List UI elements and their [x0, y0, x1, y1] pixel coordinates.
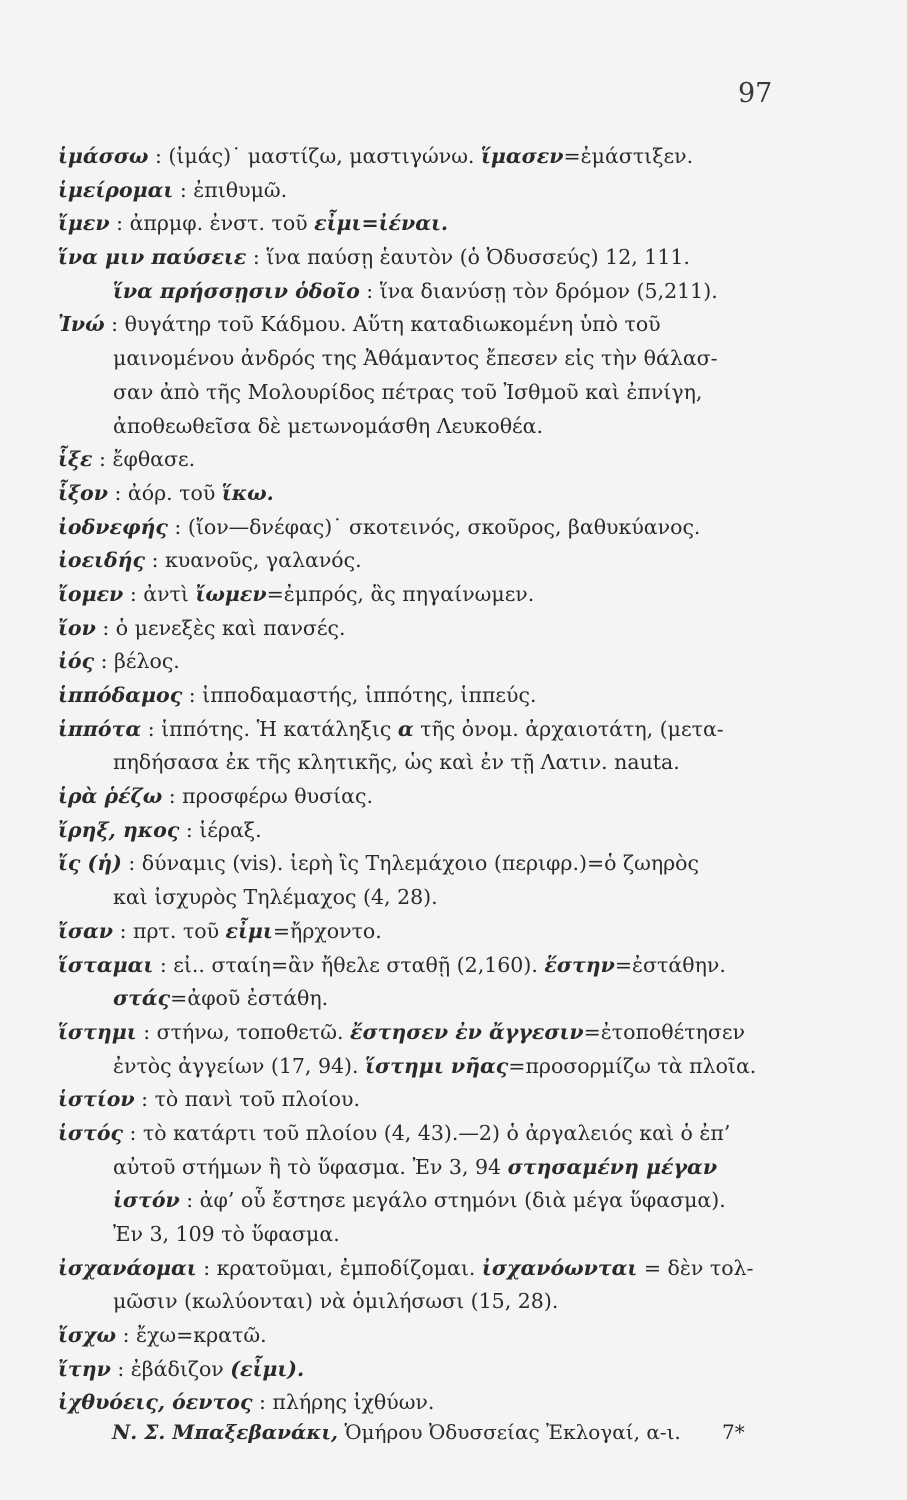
entry-line: [58, 679, 858, 713]
headword: ἴτην: [58, 1356, 111, 1381]
headword: ἷξε: [58, 447, 93, 472]
entry-line: [58, 1117, 858, 1151]
lexicon-entries: [58, 140, 858, 1420]
entry-continuation-line: [58, 881, 858, 915]
entry-line: [58, 443, 858, 477]
definition-text: =ἐστάθην.: [614, 952, 726, 977]
headword: ἴωμεν: [195, 581, 267, 606]
headword: ἕστην: [544, 952, 615, 977]
entry-continuation-line: [58, 275, 858, 309]
headword: ἴον: [58, 615, 96, 640]
definition-text: τῆς ὀνομ. ἀρχαιοτάτη, (μετα-: [413, 716, 724, 741]
headword: ἱστίον: [58, 1087, 135, 1112]
headword: στάς: [113, 986, 171, 1011]
definition-text: : ἔχω=κρατῶ.: [116, 1323, 267, 1348]
entry-line: [58, 915, 858, 949]
headword: στησαμένη μέγαν: [507, 1154, 718, 1179]
entry-continuation-line: [58, 982, 858, 1016]
footer-author: Ν. Σ. Μπαξεβανάκι,: [112, 1420, 339, 1444]
definition-text: : (ἱμάς)˙ μαστίζω, μαστιγώνω.: [148, 144, 481, 168]
headword: ἰσχανόωνται: [481, 1255, 638, 1280]
definition-text: μῶσιν (κωλύονται) νὰ ὁμιλήσωσι (15, 28).: [113, 1289, 559, 1314]
headword: ἰοδνεφής: [58, 514, 168, 539]
definition-text: : ἵνα παύσῃ ἑαυτὸν (ὁ Ὀδυσσεύς) 12, 111.: [246, 245, 690, 270]
headword: ἴομεν: [58, 581, 124, 606]
entry-line: [58, 713, 858, 747]
entry-continuation-line: [58, 1151, 858, 1185]
headword: ἰός: [58, 649, 95, 674]
headword: ἱππόδαμος: [58, 683, 183, 707]
definition-text: : ἱππότης. Ἡ κατάληξις: [141, 716, 398, 741]
entry-line: [58, 612, 858, 646]
definition-text: καὶ ἰσχυρὸς Τηλέμαχος (4, 28).: [113, 885, 438, 910]
definition-text: : ἀπρμφ. ἐνστ. τοῦ: [109, 211, 315, 236]
definition-text: αὐτοῦ στήμων ἢ τὸ ὕφασμα. Ἐν 3, 94: [113, 1154, 508, 1179]
headword: ἵσταμαι: [58, 952, 154, 977]
headword: εἶμι=ἰέναι.: [314, 211, 449, 236]
entry-line: [58, 1083, 858, 1117]
entry-line: [58, 241, 858, 275]
definition-text: Ἐν 3, 109 τὸ ὕφασμα.: [113, 1222, 340, 1246]
definition-text: : θυγάτηρ τοῦ Κάδμου. Αὕτη καταδιωκομένη ὑπὸ τοῦ: [104, 312, 661, 337]
headword: α: [397, 716, 414, 741]
definition-text: ἐντὸς ἀγγείων (17, 94).: [113, 1053, 366, 1078]
definition-text: : στήνω, τοποθετῶ.: [136, 1019, 350, 1044]
headword: ἵνα πρήσσῃσιν ὁδοῖο: [113, 278, 360, 303]
headword: ἴσχω: [58, 1323, 117, 1348]
definition-text: : ἀφ’ οὗ ἔστησε μεγάλο στημόνι (διὰ μέγα ὕφασμα).: [179, 1188, 726, 1213]
headword: ἴρηξ, ηκος: [58, 817, 180, 842]
entry-line: [58, 1319, 858, 1353]
entry-line: [58, 578, 858, 612]
entry-continuation-line: [58, 410, 858, 444]
definition-text: : προσφέρω θυσίας.: [162, 784, 373, 809]
entry-line: [58, 1016, 858, 1050]
headword: ἱστόν: [113, 1188, 180, 1213]
headword: ἰοειδής: [58, 548, 146, 573]
definition-text: : ἵνα διανύσῃ τὸν δρόμον (5,211).: [359, 278, 718, 303]
definition-text: : εἰ.. σταίη=ἂν ἤθελε σταθῇ (2,160).: [153, 952, 545, 977]
entry-line: [58, 207, 858, 241]
entry-line: [58, 1353, 858, 1387]
headword: ἱρὰ ῥέζω: [58, 784, 163, 809]
headword: ἵστημι: [58, 1019, 137, 1044]
definition-text: μαινομένου ἀνδρός της Ἀθάμαντος ἔπεσεν εἰς τὴν θάλασ-: [113, 346, 718, 371]
entry-continuation-line: [58, 342, 858, 376]
headword: ἴσαν: [58, 918, 114, 943]
entry-line: [58, 477, 858, 511]
headword: ἵμασεν: [480, 144, 564, 168]
definition-text: σαν ἀπὸ τῆς Μολουρίδος πέτρας τοῦ Ἰσθμοῦ καὶ ἐπνίγη,: [113, 379, 703, 404]
definition-text: : δύναμις (vis). ἱερὴ ἲς Τηλεμάχοιο (περιφρ.)=ὁ ζωηρὸς: [121, 851, 699, 876]
entry-line: [58, 308, 858, 342]
definition-text: : (ἴον—δνέφας)˙ σκοτεινός, σκοῦρος, βαθυκύανος.: [167, 514, 701, 539]
footer-signature: 7*: [722, 1420, 745, 1444]
entry-line: [58, 949, 858, 983]
entry-continuation-line: [58, 1218, 858, 1252]
definition-text: =προσορμίζω τὰ πλοῖα.: [508, 1053, 757, 1078]
footer-title: Ὁμήρου Ὀδυσσείας Ἐκλογαί, α-ι.: [338, 1420, 681, 1444]
definition-text: : ἔφθασε.: [92, 447, 196, 472]
page-footer: [112, 1420, 745, 1444]
headword: Ἰνώ: [58, 312, 105, 337]
headword: ἴμεν: [58, 211, 110, 236]
page-number: 97: [738, 78, 773, 109]
entry-line: [58, 174, 858, 208]
headword: ἰσχανάομαι: [58, 1255, 197, 1280]
entry-continuation-line: [58, 376, 858, 410]
definition-text: : ἐπιθυμῶ.: [173, 177, 288, 202]
entry-line: [58, 780, 858, 814]
definition-text: : ἱπποδαμαστής, ἱππότης, ἱππεύς.: [182, 683, 537, 707]
headword: ἱμείρομαι: [58, 177, 174, 202]
headword: ἷξον: [58, 480, 108, 505]
definition-text: : πρτ. τοῦ: [113, 918, 226, 943]
definition-text: =ἤρχοντο.: [272, 918, 382, 943]
definition-text: : τὸ κατάρτι τοῦ πλοίου (4, 43).—2) ὁ ἀργαλειός καὶ ὁ ἐπ’: [122, 1120, 731, 1145]
headword: ἱππότα: [58, 716, 142, 741]
headword: ἴς (ἡ): [58, 851, 122, 876]
definition-text: =ἐτοποθέτησεν: [583, 1019, 745, 1044]
definition-text: : τὸ πανὶ τοῦ πλοίου.: [134, 1087, 360, 1112]
headword: ἰχθυόεις, όεντος: [58, 1390, 253, 1415]
headword: ἵκω.: [221, 480, 274, 505]
entry-line: [58, 544, 858, 578]
headword: (εἶμι).: [230, 1356, 305, 1381]
entry-line: [58, 847, 858, 881]
definition-text: : κυανοῦς, γαλανός.: [145, 548, 362, 573]
definition-text: : ἐβάδιζον: [110, 1356, 231, 1381]
definition-text: =ἀφοῦ ἐστάθη.: [170, 986, 329, 1011]
definition-text: : πλήρης ἰχθύων.: [252, 1390, 435, 1415]
headword: ἱστός: [58, 1120, 123, 1145]
entry-line: [58, 1252, 858, 1286]
definition-text: : ἀντὶ: [123, 581, 196, 606]
entry-line: [58, 814, 858, 848]
definition-text: : βέλος.: [94, 649, 180, 674]
definition-text: πηδήσασα ἐκ τῆς κλητικῆς, ὡς καὶ ἐν τῇ Λατιν. nauta.: [113, 750, 680, 775]
entry-continuation-line: [58, 1285, 858, 1319]
headword: ἵνα μιν παύσειε: [58, 245, 247, 270]
entry-line: [58, 645, 858, 679]
entry-line: [58, 140, 858, 174]
definition-text: =ἐμπρός, ἃς πηγαίνωμεν.: [266, 581, 535, 606]
entry-continuation-line: [58, 1050, 858, 1084]
definition-text: : ἱέραξ.: [179, 817, 262, 842]
headword: εἶμι: [225, 918, 273, 943]
definition-text: =ἐμάστιξεν.: [563, 144, 694, 168]
definition-text: : κρατοῦμαι, ἐμποδίζομαι.: [196, 1255, 482, 1280]
headword: ἵστημι νῆας: [365, 1053, 509, 1078]
definition-text: = δὲν τολ-: [637, 1255, 754, 1280]
entry-line: [58, 511, 858, 545]
entry-line: [58, 1386, 858, 1420]
definition-text: : ὁ μενεξὲς καὶ πανσές.: [95, 615, 346, 640]
headword: ἔστησεν ἐν ἄγγεσιν: [350, 1019, 584, 1044]
definition-text: : ἀόρ. τοῦ: [107, 480, 222, 505]
entry-continuation-line: [58, 746, 858, 780]
entry-continuation-line: [58, 1184, 858, 1218]
definition-text: ἀποθεωθεῖσα δὲ μετωνομάσθη Λευκοθέα.: [113, 413, 544, 438]
headword: ἱμάσσω: [58, 144, 149, 168]
